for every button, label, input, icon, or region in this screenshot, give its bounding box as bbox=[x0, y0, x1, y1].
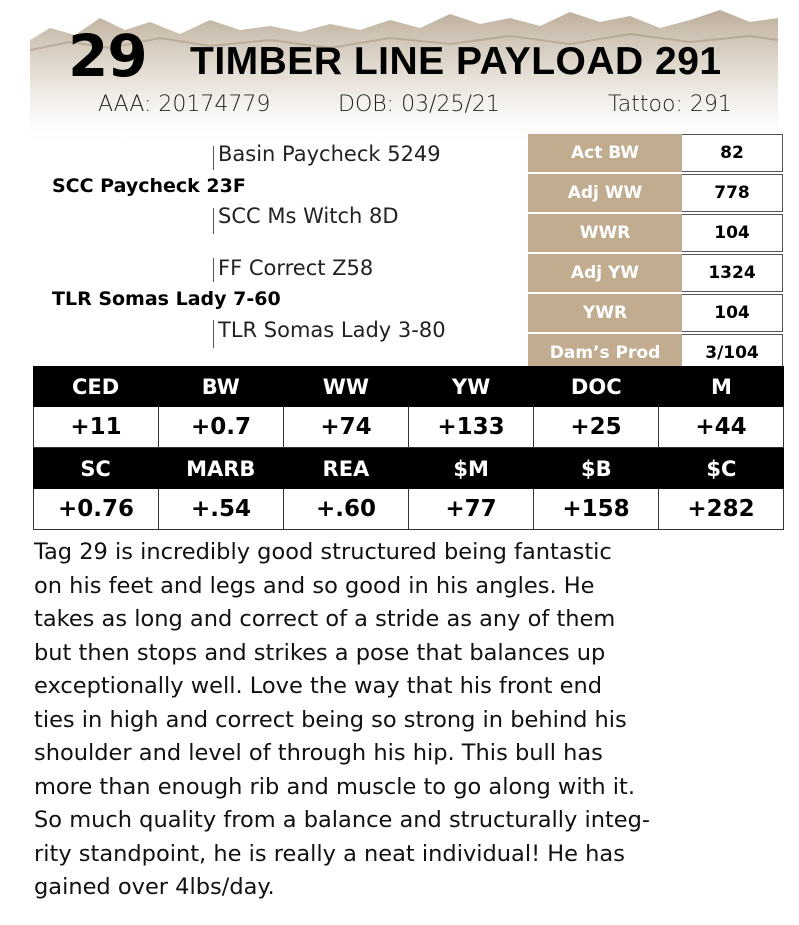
description-line: on his feet and legs and so good in his angles. He bbox=[34, 572, 595, 599]
pedigree-dam: TLR Somas Lady 7-60 bbox=[52, 288, 281, 310]
stat-label: YWR bbox=[528, 294, 682, 332]
epd-value-cell: +77 bbox=[409, 489, 534, 530]
epd-header-cell: $B bbox=[534, 448, 659, 489]
stat-row bbox=[528, 174, 783, 214]
bull-name: TIMBER LINE PAYLOAD 291 bbox=[190, 40, 722, 83]
epd-header-cell: WW bbox=[283, 366, 408, 407]
stat-value: 1324 bbox=[682, 254, 783, 292]
pedigree-sire-dam: SCC Ms Witch 8D bbox=[218, 204, 399, 228]
epd-value-cell: +74 bbox=[284, 407, 409, 448]
pedigree-bracket bbox=[213, 258, 214, 282]
description-line: takes as long and correct of a stride as any of them bbox=[34, 606, 616, 632]
date-of-birth: DOB: 03/25/21 bbox=[338, 92, 500, 117]
pedigree-bracket bbox=[213, 208, 214, 234]
epd-header-row bbox=[33, 448, 784, 489]
epd-header-cell: M bbox=[659, 366, 784, 407]
epd-header-row bbox=[33, 366, 784, 407]
registration-number: AAA: 20174779 bbox=[98, 92, 271, 117]
stat-row bbox=[528, 214, 783, 254]
stat-value: 778 bbox=[682, 174, 783, 212]
epd-header-cell: BW bbox=[158, 366, 283, 407]
epd-header-cell: CED bbox=[33, 366, 158, 407]
stat-value: 3/104 bbox=[682, 334, 783, 372]
stat-row bbox=[528, 254, 783, 294]
stat-value: 104 bbox=[682, 214, 783, 252]
epd-value-cell: +11 bbox=[33, 407, 159, 448]
stat-value: 82 bbox=[682, 134, 783, 172]
lot-number: 29 bbox=[68, 22, 147, 90]
pedigree-bracket bbox=[213, 146, 214, 170]
description-line: ties in high and correct being so strong in behind his bbox=[34, 706, 627, 733]
pedigree-sire: SCC Paycheck 23F bbox=[52, 175, 246, 197]
description-line: gained over 4lbs/day. bbox=[34, 874, 275, 900]
epd-header-cell: YW bbox=[409, 366, 534, 407]
description-line: Tag 29 is incredibly good structured being fantastic bbox=[34, 539, 612, 565]
description-line: So much quality from a balance and structurally integ- bbox=[34, 807, 651, 833]
pedigree-sire-sire: Basin Paycheck 5249 bbox=[218, 142, 441, 166]
epd-value-cell: +133 bbox=[409, 407, 534, 448]
stat-label: Dam’s Prod bbox=[528, 334, 682, 372]
stat-label: Adj YW bbox=[528, 254, 682, 292]
stat-value: 104 bbox=[682, 294, 783, 332]
stat-row bbox=[528, 134, 783, 174]
performance-table bbox=[528, 134, 783, 374]
epd-header-cell: MARB bbox=[158, 448, 283, 489]
epd-value-cell: +0.7 bbox=[159, 407, 284, 448]
epd-value-cell: +25 bbox=[534, 407, 659, 448]
epd-value-cell: +.54 bbox=[159, 489, 284, 530]
epd-value-row bbox=[33, 489, 784, 530]
stat-label: Act BW bbox=[528, 134, 682, 172]
epd-value-cell: +44 bbox=[659, 407, 784, 448]
epd-value-cell: +0.76 bbox=[33, 489, 159, 530]
description-line: exceptionally well. Love the way that his front end bbox=[34, 673, 603, 699]
epd-header-cell: SC bbox=[33, 448, 158, 489]
description-line: more than enough rib and muscle to go along with it. bbox=[34, 773, 636, 800]
epd-value-row bbox=[33, 407, 784, 448]
pedigree-dam-sire: FF Correct Z58 bbox=[218, 256, 374, 280]
pedigree-dam-dam: TLR Somas Lady 3-80 bbox=[218, 318, 446, 342]
bull-description bbox=[34, 536, 784, 905]
epd-header-cell: $M bbox=[409, 448, 534, 489]
tattoo-number: Tattoo: 291 bbox=[608, 92, 732, 117]
epd-header-cell: DOC bbox=[534, 366, 659, 407]
epd-value-cell: +282 bbox=[659, 489, 784, 530]
epd-table bbox=[33, 366, 784, 530]
description-line: but then stops and strikes a pose that balances up bbox=[34, 639, 606, 666]
stat-row bbox=[528, 294, 783, 334]
description-line: rity standpoint, he is really a neat individual! He has bbox=[34, 840, 625, 867]
epd-value-cell: +.60 bbox=[284, 489, 409, 530]
stat-label: Adj WW bbox=[528, 174, 682, 212]
epd-header-cell: $C bbox=[659, 448, 784, 489]
epd-header-cell: REA bbox=[283, 448, 408, 489]
pedigree-bracket bbox=[213, 320, 214, 348]
description-line: shoulder and level of through his hip. This bull has bbox=[34, 740, 603, 766]
epd-value-cell: +158 bbox=[534, 489, 659, 530]
stat-label: WWR bbox=[528, 214, 682, 252]
